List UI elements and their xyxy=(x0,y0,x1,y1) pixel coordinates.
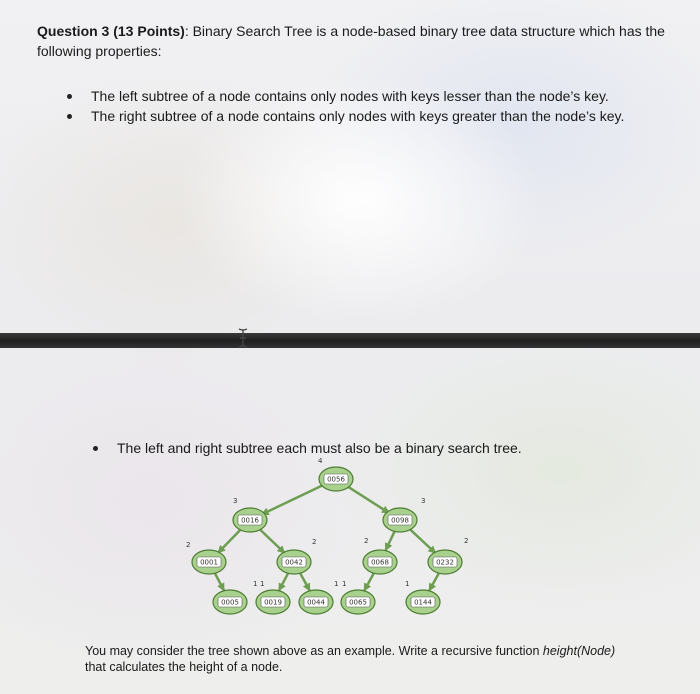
tree-node-height: 1 xyxy=(334,580,339,588)
tree-node-0042 xyxy=(277,538,316,574)
tree-node-height: 2 xyxy=(364,537,369,545)
tree-node-0068 xyxy=(363,537,397,574)
tree-node-height: 1 xyxy=(253,580,258,588)
tree-node-0005 xyxy=(213,580,257,614)
tree-node-height: 2 xyxy=(312,538,317,546)
question-title: Question 3 (13 Points) xyxy=(37,23,185,39)
tree-node-0144 xyxy=(405,580,440,614)
tree-node-key: 0001 xyxy=(200,558,218,567)
tree-node-key: 0144 xyxy=(414,598,432,607)
task-line-2: that calculates the height of a node. xyxy=(85,660,283,674)
property-item-1: The left subtree of a node contains only nodes with keys lesser than the node’s key. xyxy=(64,86,684,106)
tree-node-height: 1 xyxy=(260,580,265,588)
tree-node-key: 0016 xyxy=(241,516,259,525)
tree-edge-0016-0042 xyxy=(257,527,284,553)
property-item-2: The right subtree of a node contains only nodes with keys greater than the node’s key. xyxy=(64,106,684,126)
tree-node-key: 0232 xyxy=(436,558,454,567)
tree-node-0001 xyxy=(186,541,226,574)
tree-node-0019 xyxy=(256,580,290,614)
task-text xyxy=(85,643,685,675)
question-intro-text: : Binary Search Tree is a node-based binary tree data structure which has the xyxy=(184,23,665,39)
property-item-3: The left and right subtree each must also be a binary search tree. xyxy=(90,438,677,458)
tree-node-height: 2 xyxy=(186,541,191,549)
tree-node-key: 0019 xyxy=(264,598,282,607)
tree-edge-0016-0001 xyxy=(218,527,243,553)
tree-node-height: 4 xyxy=(318,457,323,465)
tree-edge-0056-0098 xyxy=(344,484,389,513)
tree-node-key: 0065 xyxy=(349,598,367,607)
tree-node-0056 xyxy=(318,457,353,491)
tree-node-key: 0068 xyxy=(371,558,389,567)
tree-edge-0098-0068 xyxy=(386,529,396,550)
tree-node-height: 3 xyxy=(421,497,426,505)
tree-edge-0098-0232 xyxy=(407,527,435,553)
tree-node-key: 0098 xyxy=(391,516,409,525)
tree-node-key: 0005 xyxy=(221,598,239,607)
question-intro-line2: following properties: xyxy=(37,43,162,59)
tree-node-height: 1 xyxy=(405,580,410,588)
tree-node-height: 2 xyxy=(464,537,469,545)
tree-edge-0056-0016 xyxy=(262,483,327,514)
tree-node-height: 1 xyxy=(342,580,347,588)
tree-node-height: 3 xyxy=(233,497,238,505)
task-line-1 xyxy=(85,643,685,659)
function-name: height(Node) xyxy=(542,644,616,658)
tree-node-key: 0042 xyxy=(285,558,303,567)
tree-node-0232 xyxy=(428,537,468,574)
tree-node-0065 xyxy=(341,580,375,614)
tree-node-0016 xyxy=(233,497,267,532)
tree-node-key: 0056 xyxy=(327,475,345,484)
tree-node-0044 xyxy=(299,580,338,614)
tree-node-0098 xyxy=(383,497,425,532)
task-line-1-text: You may consider the tree shown above as an example. Write a recursive function xyxy=(85,644,543,658)
tree-node-key: 0044 xyxy=(307,598,325,607)
